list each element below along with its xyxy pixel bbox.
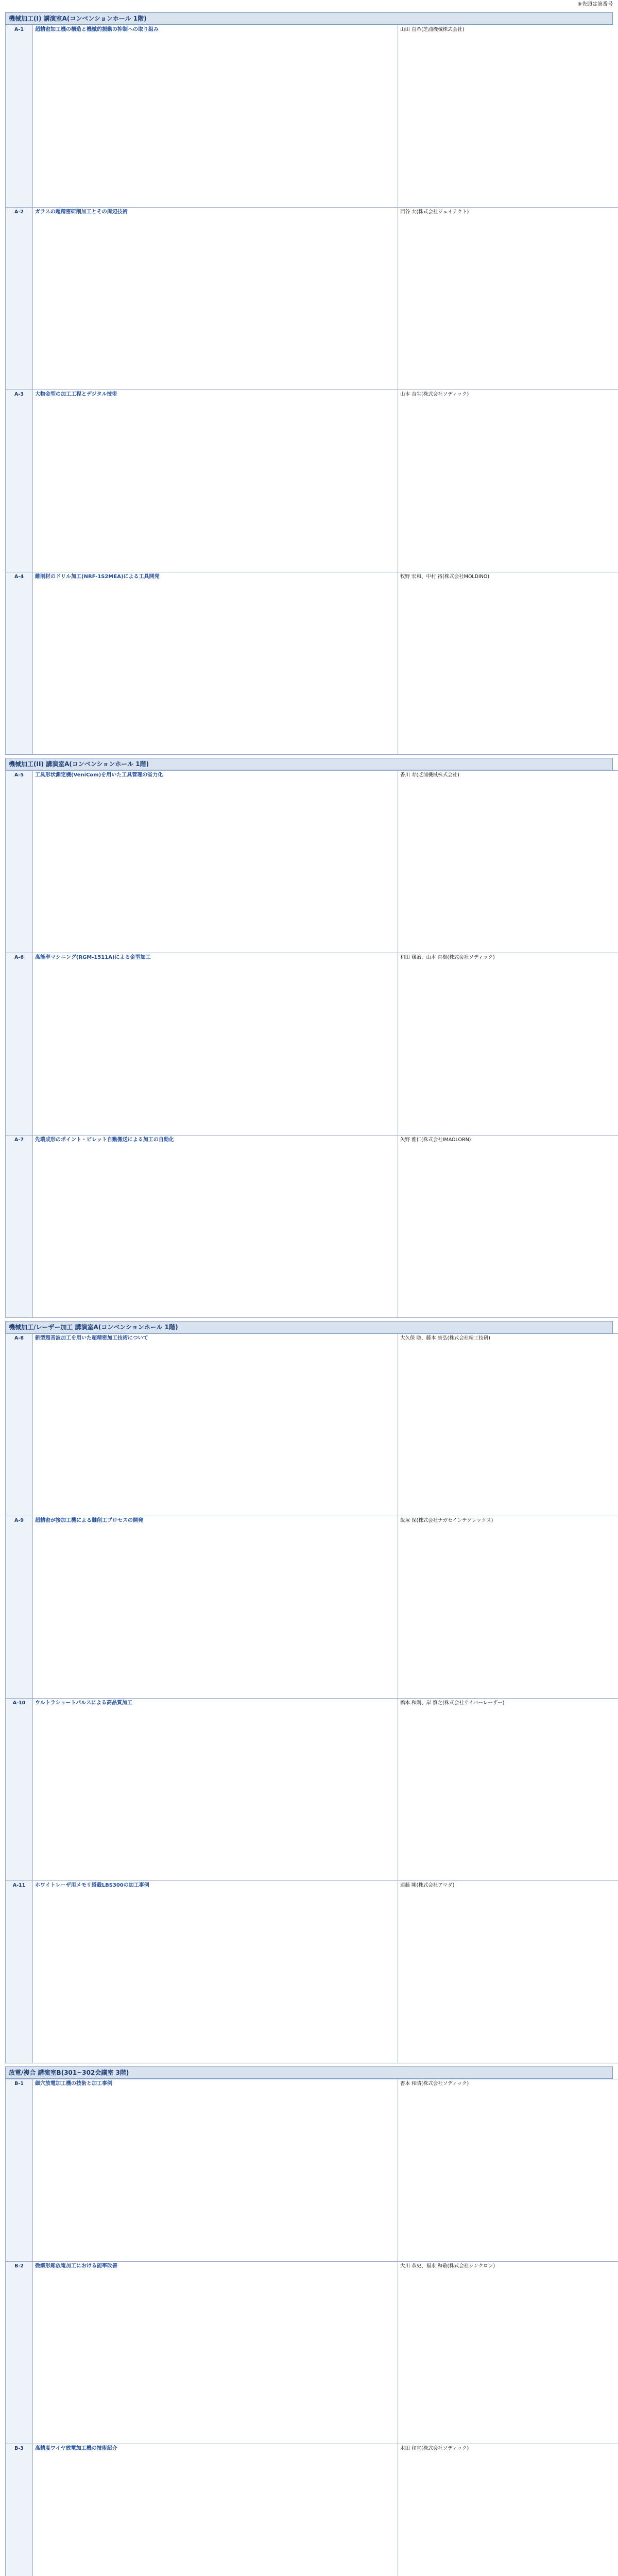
talk-presenter: 矢野 雅仁(株式会社IMAOLORN) — [398, 1136, 618, 1318]
session-list — [5, 12, 613, 2576]
talk-main — [33, 1516, 398, 1699]
session-heading: 機械加工(II) 講演室A(コンベンションホール 1階) — [5, 758, 613, 770]
talk-code: A-8 — [6, 1334, 33, 1516]
talk-code: A-10 — [6, 1699, 33, 1881]
talk-code: A-3 — [6, 390, 33, 572]
talk-presenter: 飯塚 保(株式会社ナガセインテグレックス) — [398, 1516, 618, 1699]
talk-main — [33, 390, 398, 572]
session-heading: 放電/複合 講演室B(301~302会議室 3階) — [5, 2066, 613, 2079]
talk-title: 高精度ワイヤ放電加工機の技術紹介 — [35, 2446, 117, 2451]
session-section — [5, 758, 613, 1318]
talk-main — [33, 208, 398, 390]
talk-title: ホワイトレーザ用メモリ搭載LBS300の加工事例 — [35, 1883, 149, 1888]
talk-code: A-4 — [6, 572, 33, 755]
talk-main — [33, 2262, 398, 2444]
talk-main — [33, 25, 398, 208]
talk-row — [6, 1334, 618, 1516]
talk-row — [6, 208, 618, 390]
talk-main — [33, 771, 398, 953]
talk-presenter: 遠藤 剛(株式会社アマダ) — [398, 1881, 618, 2063]
talk-row — [6, 953, 618, 1136]
talk-title: 工具形状測定機(VeniCom)を用いた工具管理の省力化 — [35, 772, 163, 778]
talk-presenter: 橋本 和則、岸 慎之(株式会社サイバーレーザー) — [398, 1699, 618, 1881]
talk-main — [33, 953, 398, 1136]
talk-title: 大物金型の加工工程とデジタル技術 — [35, 392, 117, 397]
talk-main — [33, 2079, 398, 2262]
talk-main — [33, 1136, 398, 1318]
talk-presenter: 木田 和宣(株式会社ソディック) — [398, 2444, 618, 2576]
session-table — [5, 1333, 618, 2063]
talk-row — [6, 771, 618, 953]
talk-title: 高能率マシニング(RGM-1511A)による金型加工 — [35, 955, 151, 960]
talk-code: A-5 — [6, 771, 33, 953]
talk-presenter: 大川 恭史、福永 和敬(株式会社シンクロン) — [398, 2262, 618, 2444]
talk-main — [33, 1881, 398, 2063]
talk-presenter: 香川 寿(芝浦機械株式会社) — [398, 771, 618, 953]
session-section — [5, 2066, 613, 2576]
talk-row — [6, 25, 618, 208]
session-section — [5, 1321, 613, 2063]
talk-row — [6, 1516, 618, 1699]
talk-title: 先端成形のポイント・ビレット自動搬送による加工の自動化 — [35, 1137, 174, 1143]
talk-row — [6, 2079, 618, 2262]
session-table — [5, 25, 618, 755]
talk-main — [33, 1699, 398, 1881]
talk-row — [6, 2262, 618, 2444]
talk-main — [33, 2444, 398, 2576]
talk-title: 難削材のドリル加工(NRF-1S2MEA)による工具開発 — [35, 574, 160, 580]
talk-title: 超精密が接加工機による難削工プロセスの開発 — [35, 1518, 143, 1523]
talk-code: A-11 — [6, 1881, 33, 2063]
talk-title: 細穴放電加工機の技術と加工事例 — [35, 2081, 112, 2087]
talk-row — [6, 572, 618, 755]
talk-presenter: 西谷 大(株式会社ジェイテクト) — [398, 208, 618, 390]
talk-presenter: 山本 吉生(株式会社ソディック) — [398, 390, 618, 572]
talk-code: A-2 — [6, 208, 33, 390]
talk-code: A-7 — [6, 1136, 33, 1318]
talk-presenter: 山田 直希(芝浦機械株式会社) — [398, 25, 618, 208]
talk-title: ガラスの超精密研削加工とその周辺技術 — [35, 209, 128, 215]
talk-main — [33, 1334, 398, 1516]
talk-row — [6, 1881, 618, 2063]
talk-title: 新型超音波加工を用いた超精密加工技術について — [35, 1335, 148, 1341]
session-heading: 機械加工(I) 講演室A(コンベンションホール 1階) — [5, 12, 613, 25]
talk-title: ウルトラショートパルスによる高品質加工 — [35, 1700, 132, 1706]
session-section — [5, 12, 613, 755]
session-heading: 機械加工/レーザー加工 講演室A(コンベンションホール 1階) — [5, 1321, 613, 1333]
talk-presenter: 和田 穣治、山本 直樹(株式会社ソディック) — [398, 953, 618, 1136]
talk-title: 微細形彫放電加工における能率改善 — [35, 2263, 117, 2269]
talk-code: B-2 — [6, 2262, 33, 2444]
talk-code: A-9 — [6, 1516, 33, 1699]
program-document — [5, 0, 613, 2576]
talk-presenter: 大久保 聡、藤本 康弘(株式会社精工技研) — [398, 1334, 618, 1516]
talk-row — [6, 390, 618, 572]
talk-main — [33, 572, 398, 755]
talk-row — [6, 1136, 618, 1318]
legend-note: ※先頭は演番号 — [577, 2, 613, 7]
talk-code: B-3 — [6, 2444, 33, 2576]
session-table — [5, 770, 618, 1318]
talk-row — [6, 1699, 618, 1881]
talk-presenter: 香本 和晴(株式会社ソディック) — [398, 2079, 618, 2262]
talk-row — [6, 2444, 618, 2576]
talk-presenter: 牧野 宏和、中村 裕(株式会社MOLDINO) — [398, 572, 618, 755]
session-table — [5, 2079, 618, 2576]
talk-code: A-6 — [6, 953, 33, 1136]
talk-code: B-1 — [6, 2079, 33, 2262]
talk-code: A-1 — [6, 25, 33, 208]
talk-title: 超精密加工機の構造と機械的振動の抑制への取り組み — [35, 27, 159, 32]
